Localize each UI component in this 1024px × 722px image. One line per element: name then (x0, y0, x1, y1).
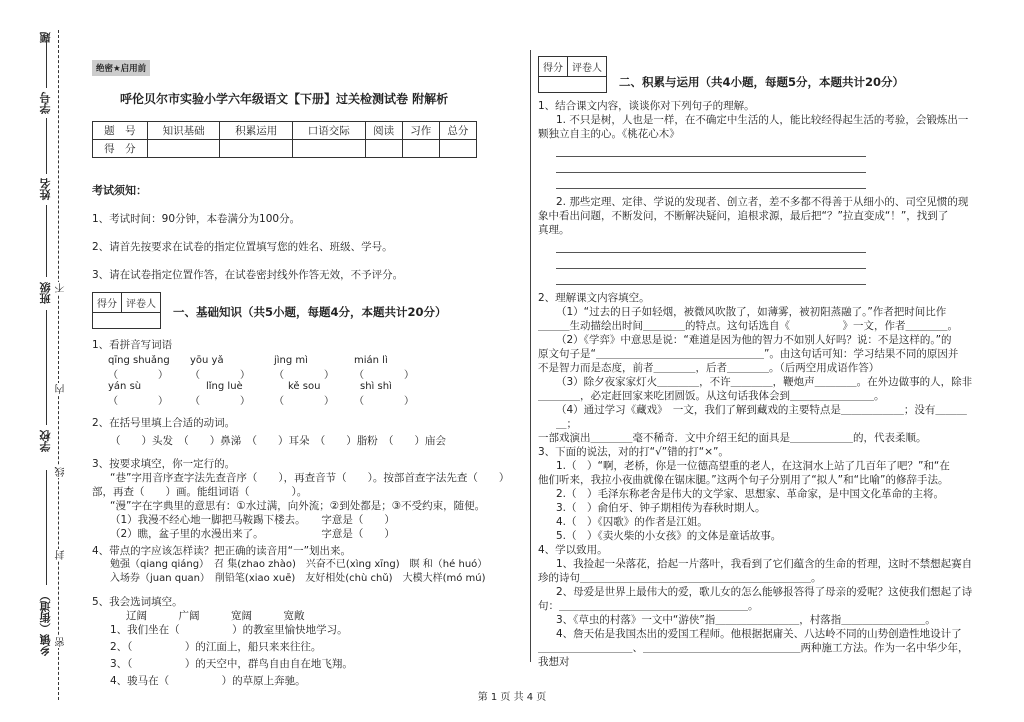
pinyin: qīng shuǎng (108, 355, 170, 366)
score-table-header: 口语交际 (293, 122, 366, 140)
s2-q4-prompt: 4、学以致用。 (538, 544, 608, 556)
secret-label: 绝密★启用前 (92, 60, 150, 76)
s2-q2-line: ＿＿＿＿，必定赶回家来吃团圆饭。从这句话我体会到＿＿＿＿＿＿＿＿。 (538, 390, 885, 402)
s2-q2-line: （3）除夕夜家家灯火＿＿＿＿，不许＿＿＿＿，鞭炮声＿＿＿＿。在外边做事的人，除非 (556, 376, 973, 388)
binding-word-bu: 不 (56, 283, 67, 293)
q5-item: 3、（ ）的天空中，群鸟自由自在地飞翔。 (110, 658, 353, 670)
q2-blanks[interactable]: （ ）头发 （ ）鼻涕 （ ）耳朵 （ ）脂粉 （ ）庙会 (110, 435, 446, 447)
binding-label-township: 乡镇（街道） (39, 590, 52, 656)
s2-q3-item: 2.（ ）毛泽东称老舍是伟大的文学家、思想家、革命家，是中国文化革命的主将。 (556, 488, 945, 500)
pinyin: lǐng luè (206, 381, 243, 392)
q3-line: （2）瞧，盆子里的水漫出来了。 字意是（ ） (110, 528, 395, 540)
score-table-header: 知识基础 (147, 122, 220, 140)
pinyin: jìng mì (274, 355, 308, 366)
s2-q3-item: 5.（ ）《卖火柴的小女孩》的文体是童话故事。 (556, 530, 782, 542)
binding-word-mi: 密 (56, 637, 67, 647)
s2-q1-sentence: 2. 那些定理、定律、学说的发现者、创立者，差不多都不得善于从细小的、司空见惯的现 (556, 196, 969, 208)
s2-q2-line: （1）“过去的日子如轻烟，被微风吹散了，如薄雾，被初阳蒸融了。”作者把时间比作 (556, 306, 947, 318)
score-table (92, 121, 477, 158)
pinyin-row (92, 381, 522, 392)
q5-prompt: 5、我会选词填空。 (92, 596, 183, 608)
answer-paren[interactable]: （ ） (354, 396, 414, 407)
s2-q3-line: 1.（ ）“啊，老桥，你是一位德高望重的老人，在这洞水上站了几百年了吧？”和“在 (556, 460, 950, 472)
s2-q4-line: 1、我捡起一朵落花，拾起一片落叶，我看到了它们蕴含的生命的哲理，这时不禁想起赛自 (556, 558, 973, 570)
answer-line[interactable] (556, 173, 866, 189)
score-table-header: 积累运用 (220, 122, 293, 140)
s2-q3-item: 3.（ ）俞伯牙、钟子期相传为春秋时期人。 (556, 502, 766, 514)
score-cell[interactable] (365, 140, 402, 158)
s2-q1-sentence: 象中看出问题，不断发问，不断解决疑问，追根求源，最后把“？”拉直变成“！”，找到了 (538, 210, 949, 222)
q3-line: 部，再查（ ）画。能组词语（ ）。 (92, 486, 308, 498)
s2-q1-sentence: 真理。 (538, 224, 570, 236)
notice-title: 考试须知： (92, 184, 147, 197)
s2-q2-prompt: 2、理解课文内容填空。 (538, 292, 650, 304)
s2-q3-prompt: 3、下面的说法，对的打“√”错的打“×”。 (538, 446, 729, 458)
pinyin-row (92, 355, 522, 366)
answer-paren-row (92, 392, 522, 407)
score-table-header: 题 号 (93, 122, 148, 140)
score-cell[interactable] (293, 140, 366, 158)
s2-q4-line: 句：＿＿＿＿＿＿＿＿＿＿＿＿＿＿＿＿＿＿。 (538, 600, 759, 612)
s2-q3-line: 他们听来，我拉小夜曲就像在锯床腿。”这两个句子分别用了“拟人”和“比喻”的修辞手法。 (538, 474, 949, 486)
answer-paren[interactable]: （ ） (274, 370, 334, 381)
notice-item: 3、请在试卷指定位置作答，在试卷密封线外作答无效，不予评分。 (92, 269, 404, 281)
answer-line[interactable] (556, 141, 866, 157)
page-footer: 第 1 页 共 4 页 (477, 692, 547, 703)
q3-prompt: 3、按要求填空，你一定行的。 (92, 458, 236, 470)
binding-word-nei: 内 (56, 384, 67, 394)
s2-q1-sentence: 颗独立自主的心。《桃花心木》 (538, 128, 680, 140)
pinyin: mián lì (354, 355, 388, 366)
score-row-label: 得 分 (93, 140, 148, 158)
answer-line[interactable] (556, 237, 866, 253)
grader-blank[interactable] (93, 312, 160, 328)
binding-strip (0, 0, 80, 722)
binding-fill-line (46, 118, 47, 174)
score-table-header: 阅读 (365, 122, 402, 140)
binding-label-class: 班级 (39, 282, 52, 304)
binding-label-ti: 题 (39, 32, 52, 43)
score-cell[interactable] (147, 140, 220, 158)
s2-q2-line: （2）《学弈》中意思是说：“难道是因为他的智力不如别人好吗？说：不是这样的。”的 (556, 334, 952, 346)
s2-q1-prompt: 1、结合课文内容，谈谈你对下列句子的理解。 (538, 100, 755, 112)
score-cell[interactable] (402, 140, 439, 158)
answer-line[interactable] (556, 269, 866, 285)
page-title: 呼伦贝尔市实验小学六年级语文【下册】过关检测试卷 附解析 (120, 92, 449, 106)
score-table-header: 习作 (402, 122, 439, 140)
s2-q3-item: 4.（ ）《囚歌》的作者是江姐。 (556, 516, 708, 528)
binding-fill-line (46, 40, 47, 88)
score-table-header: 总分 (439, 122, 476, 140)
binding-fill-line (46, 310, 47, 425)
section2-title: 二、积累与运用（共4小题，每题5分，本题共计20分） (619, 75, 905, 89)
right-column (538, 56, 976, 669)
score-cell[interactable] (439, 140, 476, 158)
notice-item: 2、请首先按要求在试卷的指定位置填写您的姓名、班级、学号。 (92, 241, 393, 253)
grader-box (538, 56, 607, 93)
q1-prompt: 1、看拼音写词语 (92, 339, 173, 351)
binding-word-xian: 线 (56, 467, 67, 477)
left-column (92, 52, 522, 688)
s2-q2-line: （4）通过学习《藏戏》 一文，我们了解到藏戏的主要特点是＿＿＿＿＿＿；没有＿＿＿＿； (556, 404, 967, 430)
pinyin: yōu yǎ (190, 355, 224, 366)
q5-item: 2、（ ）的江面上，船只来来往往。 (110, 641, 322, 653)
q4-line: 入场券（juan quan） 削铅笔(xiao xuē) 友好相处(chù chǔ) 大模大样(mó mú) (110, 573, 486, 584)
q3-line: （1）我漫不经心地一脚把马鞍踢下楼去。 字意是（ ） (110, 514, 395, 526)
pinyin: kě sou (288, 381, 321, 392)
grader-score-label: 得分 (539, 57, 568, 76)
grader-score-label: 得分 (93, 293, 122, 312)
s2-q4-line: 珍的诗句＿＿＿＿＿＿＿＿＿＿＿＿＿＿＿＿＿＿＿＿＿＿。 (538, 572, 822, 584)
q3-line: “漫”字在字典里的意思有：①水过满，向外流；②到处都是；③不受约束，随便。 (110, 500, 486, 512)
s2-q1-sentence: 1. 不只是树，人也是一样，在不确定中生活的人，能比较经得起生活的考验，会锻炼出一 (556, 114, 969, 126)
answer-paren[interactable]: （ ） (274, 396, 334, 407)
binding-label-school: 学校 (39, 430, 52, 452)
binding-label-name: 姓名 (39, 178, 52, 200)
q4-prompt: 4、带点的字应该怎样读？把正确的读音用“一”划出来。 (92, 545, 352, 557)
answer-paren[interactable]: （ ） (108, 396, 168, 407)
binding-word-feng: 封 (56, 550, 67, 560)
s2-q4-line: 2、母爱是世界上最伟大的爱，歌儿女的怎么能够报答得了母亲的爱呢？这使我们想起了诗 (556, 586, 973, 598)
section1-title: 一、基础知识（共5小题，每题4分，本题共计20分） (173, 305, 447, 319)
s2-q4-line: ＿＿＿＿＿＿＿＿＿、＿＿＿＿＿＿＿＿＿＿＿＿＿＿＿两种施工方法。作为一名中华少年，我想对 (538, 642, 969, 668)
grader-box (92, 292, 161, 329)
answer-paren[interactable]: （ ） (190, 370, 250, 381)
pinyin: shì shì (360, 381, 392, 392)
answer-paren[interactable]: （ ） (190, 396, 250, 407)
q3-line: “巷”字用音序查字法先查音序（ ），再查音节（ ）。按部首查字法先查（ ） (110, 472, 510, 484)
pinyin: yán sù (108, 381, 142, 392)
q4-line: 勉强（qiang qiáng） 召 集(zhao zhào) 兴奋不已(xìng xīng) 瞑 和（hé huó） (110, 559, 488, 570)
binding-fill-line (46, 205, 47, 277)
s2-q2-line: 原文句子是“＿＿＿＿＿＿＿＿＿＿＿＿＿＿＿＿”。由这句话可知：学习结果不同的原因并 (538, 348, 959, 360)
s2-q2-line: 不是智力而是态度，前者＿＿＿＿，后者＿＿＿＿。（后两空用成语作答） (538, 362, 880, 374)
q2-prompt: 2、在括号里填上合适的动词。 (92, 417, 236, 429)
answer-line[interactable] (556, 253, 866, 269)
notice-item: 1、考试时间：90分钟，本卷满分为100分。 (92, 213, 301, 225)
q5-item: 1、我们坐在（ ）的教室里愉快地学习。 (110, 624, 348, 636)
q5-item: 4、骏马在（ ）的草原上奔驰。 (110, 675, 306, 687)
q5-options: 辽阔 广阔 宽阔 宽敞 (126, 610, 305, 622)
s2-q4-line: 4、詹天佑是我国杰出的爱国工程师。他根据据庸关、八达岭不同的山势创造性地设计了 (556, 628, 962, 640)
grader-name-label: 评卷人 (572, 63, 602, 74)
score-cell[interactable] (220, 140, 293, 158)
column-divider (530, 50, 531, 662)
answer-paren[interactable]: （ ） (108, 370, 168, 381)
answer-paren[interactable]: （ ） (354, 370, 414, 381)
s2-q2-line: 一部戏演出＿＿＿＿毫不稀奇．文中介绍王纪的面具是＿＿＿＿＿＿的，代表柔顺。 (538, 432, 927, 444)
binding-fill-line (46, 470, 47, 585)
binding-label-student-id: 学号 (39, 92, 52, 114)
grader-blank[interactable] (539, 76, 606, 92)
s2-q2-line: ＿＿＿生动描绘出时间＿＿＿＿的特点。这句话选自《 》一文，作者＿＿＿＿。 (538, 320, 958, 332)
s2-q4-line: 3、《草虫的村落》一文中“游侠”指＿＿＿＿＿＿＿＿，村落指＿＿＿＿＿＿＿＿。 (556, 614, 936, 626)
seal-line (58, 30, 59, 700)
answer-line[interactable] (556, 157, 866, 173)
answer-paren-row (92, 366, 522, 381)
grader-name-label: 评卷人 (126, 299, 156, 310)
